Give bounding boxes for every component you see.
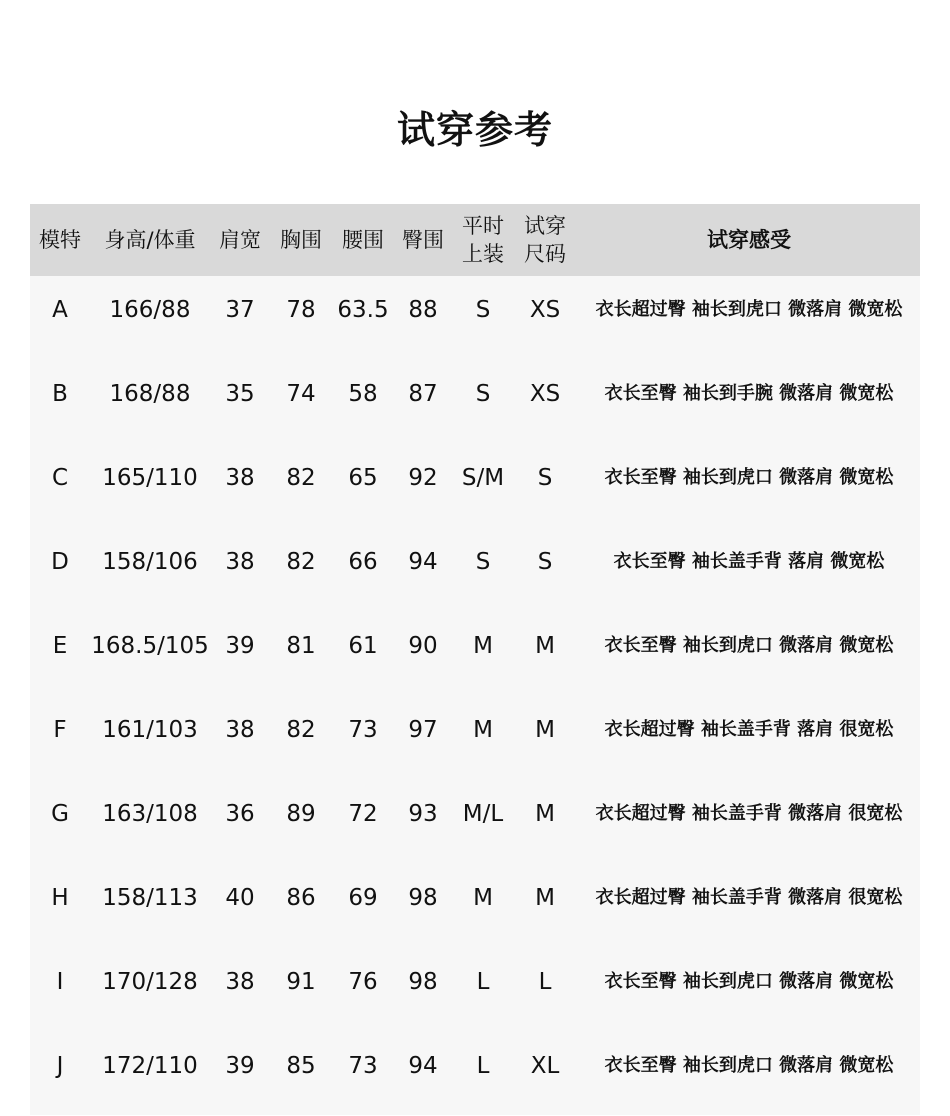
- header-shoulder: 肩宽: [219, 228, 261, 252]
- cell-usual-size: S: [475, 297, 491, 323]
- cell-feel: 衣长超过臀 袖长盖手背 落肩 很宽松: [604, 719, 894, 740]
- cell-tried-size: XL: [530, 1053, 560, 1079]
- cell-height-weight: 161/103: [102, 717, 198, 743]
- cell-waist: 63.5: [337, 297, 389, 323]
- table-header-row: [30, 204, 920, 276]
- cell-tried-size: L: [538, 969, 552, 995]
- cell-tried-size: XS: [529, 381, 561, 407]
- page-title: 试穿参考: [396, 108, 553, 152]
- cell-feel: 衣长至臀 袖长盖手背 落肩 微宽松: [613, 551, 885, 572]
- cell-usual-size: S: [475, 549, 491, 575]
- cell-usual-size: S: [475, 381, 491, 407]
- cell-height-weight: 168.5/105: [91, 633, 209, 659]
- cell-tried-size: XS: [529, 297, 561, 323]
- fit-reference-table: [30, 204, 920, 1115]
- cell-chest: 78: [286, 297, 316, 323]
- cell-waist: 66: [348, 549, 378, 575]
- cell-height-weight: 172/110: [102, 1053, 198, 1079]
- cell-usual-size: M: [473, 717, 493, 743]
- cell-model: B: [52, 381, 68, 407]
- cell-waist: 65: [348, 465, 378, 491]
- table-row: [30, 780, 920, 864]
- cell-waist: 73: [348, 717, 378, 743]
- cell-shoulder: 38: [225, 717, 255, 743]
- cell-feel: 衣长超过臀 袖长盖手背 微落肩 很宽松: [595, 803, 903, 824]
- header-feel: 试穿感受: [707, 228, 791, 252]
- cell-usual-size: M/L: [462, 801, 504, 827]
- table-row: [30, 864, 920, 948]
- cell-shoulder: 36: [225, 801, 255, 827]
- cell-height-weight: 166/88: [109, 297, 191, 323]
- cell-tried-size: S: [537, 549, 553, 575]
- header-tried-size: [514, 204, 576, 276]
- table-row: [30, 948, 920, 1032]
- cell-model: A: [52, 297, 68, 323]
- cell-chest: 82: [286, 465, 316, 491]
- cell-hip: 92: [408, 465, 438, 491]
- cell-shoulder: 37: [225, 297, 255, 323]
- cell-height-weight: 168/88: [109, 381, 191, 407]
- cell-model: G: [51, 801, 69, 827]
- cell-chest: 82: [286, 717, 316, 743]
- cell-model: I: [56, 969, 64, 995]
- cell-feel: 衣长至臀 袖长到虎口 微落肩 微宽松: [604, 971, 894, 992]
- cell-chest: 81: [286, 633, 316, 659]
- cell-chest: 82: [286, 549, 316, 575]
- cell-hip: 87: [408, 381, 438, 407]
- cell-waist: 76: [348, 969, 378, 995]
- cell-waist: 69: [348, 885, 378, 911]
- cell-shoulder: 38: [225, 969, 255, 995]
- cell-hip: 94: [408, 1053, 438, 1079]
- cell-waist: 61: [348, 633, 378, 659]
- table-row: [30, 360, 920, 444]
- cell-hip: 97: [408, 717, 438, 743]
- cell-feel: 衣长至臀 袖长到虎口 微落肩 微宽松: [604, 467, 894, 488]
- cell-model: E: [52, 633, 68, 659]
- cell-hip: 98: [408, 969, 438, 995]
- table-row: [30, 1032, 920, 1116]
- header-height-weight: 身高/体重: [104, 228, 196, 252]
- header-usual-size-line1: 平时: [462, 214, 504, 238]
- cell-model: F: [53, 717, 67, 743]
- cell-usual-size: S/M: [461, 465, 505, 491]
- cell-hip: 94: [408, 549, 438, 575]
- cell-tried-size: M: [535, 801, 555, 827]
- cell-shoulder: 35: [225, 381, 255, 407]
- cell-chest: 74: [286, 381, 316, 407]
- cell-chest: 86: [286, 885, 316, 911]
- header-tried-size-line2: 尺码: [524, 242, 566, 266]
- cell-usual-size: M: [473, 885, 493, 911]
- cell-height-weight: 163/108: [102, 801, 198, 827]
- header-usual-size-line2: 上装: [462, 242, 504, 266]
- cell-model: D: [51, 549, 69, 575]
- table-row: [30, 444, 920, 528]
- cell-feel: 衣长至臀 袖长到虎口 微落肩 微宽松: [604, 1055, 894, 1076]
- cell-usual-size: M: [473, 633, 493, 659]
- header-chest: 胸围: [280, 228, 322, 252]
- cell-feel: 衣长至臀 袖长到手腕 微落肩 微宽松: [604, 383, 894, 404]
- cell-tried-size: M: [535, 633, 555, 659]
- cell-waist: 73: [348, 1053, 378, 1079]
- cell-hip: 98: [408, 885, 438, 911]
- cell-feel: 衣长超过臀 袖长到虎口 微落肩 微宽松: [595, 299, 903, 320]
- cell-chest: 91: [286, 969, 316, 995]
- table-row: [30, 528, 920, 612]
- cell-chest: 89: [286, 801, 316, 827]
- cell-shoulder: 39: [225, 1053, 255, 1079]
- cell-hip: 88: [408, 297, 438, 323]
- cell-height-weight: 158/113: [102, 885, 198, 911]
- header-waist: 腰围: [342, 228, 384, 252]
- table-row: [30, 276, 920, 360]
- header-tried-size-line1: 试穿: [524, 214, 566, 238]
- cell-feel: 衣长超过臀 袖长盖手背 微落肩 很宽松: [595, 887, 903, 908]
- cell-shoulder: 39: [225, 633, 255, 659]
- cell-shoulder: 38: [225, 465, 255, 491]
- cell-feel: 衣长至臀 袖长到虎口 微落肩 微宽松: [604, 635, 894, 656]
- cell-hip: 90: [408, 633, 438, 659]
- header-model: 模特: [39, 228, 81, 252]
- cell-tried-size: M: [535, 885, 555, 911]
- cell-shoulder: 38: [225, 549, 255, 575]
- header-usual-size: [452, 204, 514, 276]
- cell-model: H: [51, 885, 69, 911]
- table-row: [30, 612, 920, 696]
- cell-tried-size: M: [535, 717, 555, 743]
- cell-shoulder: 40: [225, 885, 255, 911]
- cell-model: J: [56, 1053, 64, 1079]
- cell-usual-size: L: [476, 1053, 490, 1079]
- cell-height-weight: 170/128: [102, 969, 198, 995]
- cell-model: C: [51, 465, 69, 491]
- cell-waist: 58: [348, 381, 378, 407]
- cell-chest: 85: [286, 1053, 316, 1079]
- table-row: [30, 696, 920, 780]
- cell-waist: 72: [348, 801, 378, 827]
- cell-height-weight: 158/106: [102, 549, 198, 575]
- header-hip: 臀围: [402, 228, 444, 252]
- cell-usual-size: L: [476, 969, 490, 995]
- cell-hip: 93: [408, 801, 438, 827]
- cell-tried-size: S: [537, 465, 553, 491]
- cell-height-weight: 165/110: [102, 465, 198, 491]
